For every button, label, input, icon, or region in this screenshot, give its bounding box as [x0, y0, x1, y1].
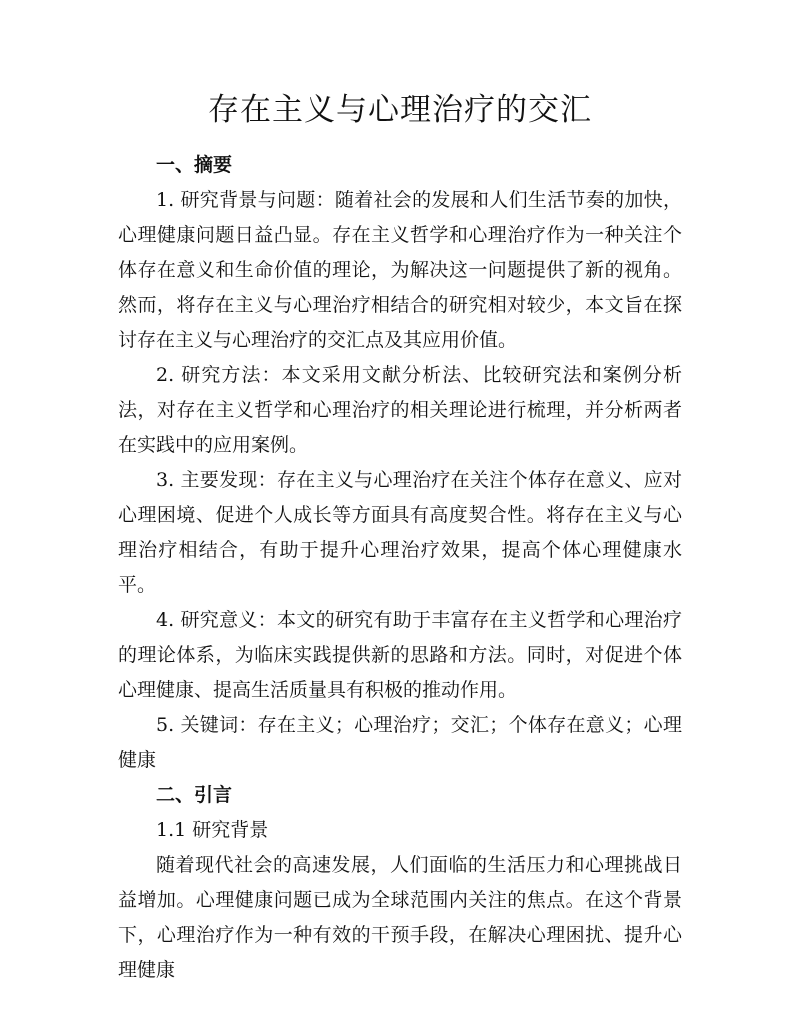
- subsection-heading-background: 1.1 研究背景: [156, 819, 269, 841]
- abstract-item-2: [118, 358, 682, 463]
- abstract-item-3: [118, 463, 682, 603]
- abstract-item-number: 5.: [156, 714, 175, 736]
- abstract-item-text: 研究意义：本文的研究有助于丰富存在主义哲学和心理治疗的理论体系，为临床实践提供新的思路和方法。同时，对促进个体心理健康、提高生活质量具有积极的推动作用。: [118, 609, 682, 701]
- abstract-item-text: 研究背景与问题：随着社会的发展和人们生活节奏的加快，心理健康问题日益凸显。存在主义哲学和心理治疗作为一种关注个体存在意义和生命价值的理论，为解决这一问题提供了新的视角。然而，将存在主义与心理治疗相结合的研究相对较少，本文旨在探讨存在主义与心理治疗的交汇点及其应用价值。: [118, 189, 682, 351]
- abstract-item-1: [118, 183, 682, 358]
- abstract-item-number: 4.: [156, 609, 175, 631]
- abstract-item-5-keywords: [118, 708, 682, 778]
- abstract-item-text: 关键词：存在主义；心理治疗；交汇；个体存在意义；心理健康: [118, 714, 682, 771]
- abstract-item-number: 3.: [156, 469, 175, 491]
- section-heading-abstract: 一、摘要: [156, 154, 233, 176]
- abstract-item-4: [118, 603, 682, 708]
- intro-paragraph: 随着现代社会的高速发展，人们面临的生活压力和心理挑战日益增加。心理健康问题已成为全球范围内关注的焦点。在这个背景下，心理治疗作为一种有效的干预手段，在解决心理困扰、提升心理健康: [118, 854, 682, 981]
- document-title: 存在主义与心理治疗的交汇: [208, 92, 592, 128]
- abstract-item-text: 主要发现：存在主义与心理治疗在关注个体存在意义、应对心理困境、促进个人成长等方面具有高度契合性。将存在主义与心理治疗相结合，有助于提升心理治疗效果，提高个体心理健康水平。: [118, 469, 682, 596]
- section-heading-intro: 二、引言: [156, 784, 233, 806]
- abstract-item-text: 研究方法：本文采用文献分析法、比较研究法和案例分析法，对存在主义哲学和心理治疗的相关理论进行梳理，并分析两者在实践中的应用案例。: [118, 364, 682, 456]
- abstract-item-number: 2.: [156, 364, 175, 386]
- abstract-item-number: 1.: [156, 189, 175, 211]
- document-body: [118, 148, 682, 988]
